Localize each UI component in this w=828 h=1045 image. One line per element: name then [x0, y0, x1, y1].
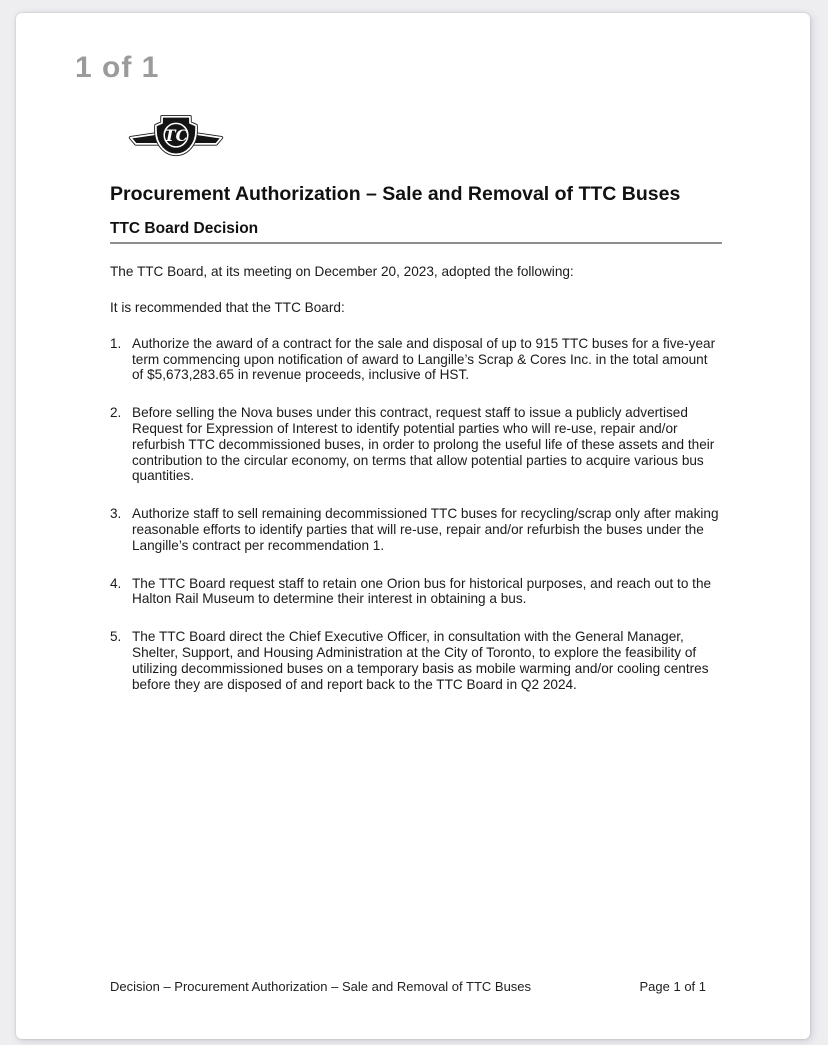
list-item [110, 336, 722, 383]
pdf-page [16, 13, 810, 1039]
footer-document-title: Decision – Procurement Authorization – Sale and Removal of TTC Buses [110, 979, 532, 994]
list-item-text: Authorize staff to sell remaining decommissioned TTC buses for recycling/scrap only after making reasonable efforts to identify parties that will re-use, repair and/or refurbish the buses under the Langille’s contract per recommendation 1. [132, 506, 719, 553]
ttc-logo-graphic [128, 113, 224, 159]
list-item-number: 3. [110, 506, 122, 522]
list-item-number: 1. [110, 335, 122, 351]
list-item-text: The TTC Board request staff to retain one Orion bus for historical purposes, and reach out to the Halton Rail Museum to determine their interest in obtaining a bus. [132, 575, 712, 607]
list-item [110, 576, 722, 608]
page-indicator: 1 of 1 [75, 51, 160, 84]
section-heading-rule [110, 220, 722, 244]
list-item [110, 629, 722, 692]
document-body [110, 183, 722, 714]
list-item-number: 2. [110, 405, 122, 421]
list-item-text: Before selling the Nova buses under this contract, request staff to issue a publicly advertised Request for Expression of Interest to identify potential parties who will re-use, repair and/or refurbish TTC decommissioned buses, in order to prolong the useful life of these assets and their contribution to the circular economy, on terms that allow potential parties to acquire various bus quantities. [132, 405, 715, 484]
list-item [110, 405, 722, 484]
footer-page-number: Page 1 of 1 [639, 979, 706, 994]
paragraph-intro: The TTC Board, at its meeting on December 20, 2023, adopted the following: [110, 264, 574, 280]
paragraph-recommendation-lead: It is recommended that the TTC Board: [110, 300, 345, 316]
document-title: Procurement Authorization – Sale and Removal of TTC Buses [110, 183, 681, 205]
list-item-text: The TTC Board direct the Chief Executive Officer, in consultation with the General Manager, Shelter, Support, and Housing Administration at the City of Toronto, to explore the feasibility of utilizing decommissioned buses on a temporary basis as mobile warming and/or cooling centres before they are disposed of and report back to the TTC Board in Q2 2024. [132, 629, 709, 692]
list-item-number: 4. [110, 575, 122, 591]
page-footer [110, 979, 722, 994]
list-item-number: 5. [110, 629, 122, 645]
recommendations-list [110, 336, 722, 693]
list-item [110, 506, 722, 553]
section-heading: TTC Board Decision [110, 220, 259, 238]
list-item-text: Authorize the award of a contract for the sale and disposal of up to 915 TTC buses for a five-year term commencing upon notification of award to Langille’s Scrap & Cores Inc. in the total amount of $5,673,283.65 in revenue proceeds, inclusive of HST. [132, 335, 716, 383]
ttc-monogram: TC [163, 125, 189, 145]
ttc-logo [128, 113, 224, 159]
